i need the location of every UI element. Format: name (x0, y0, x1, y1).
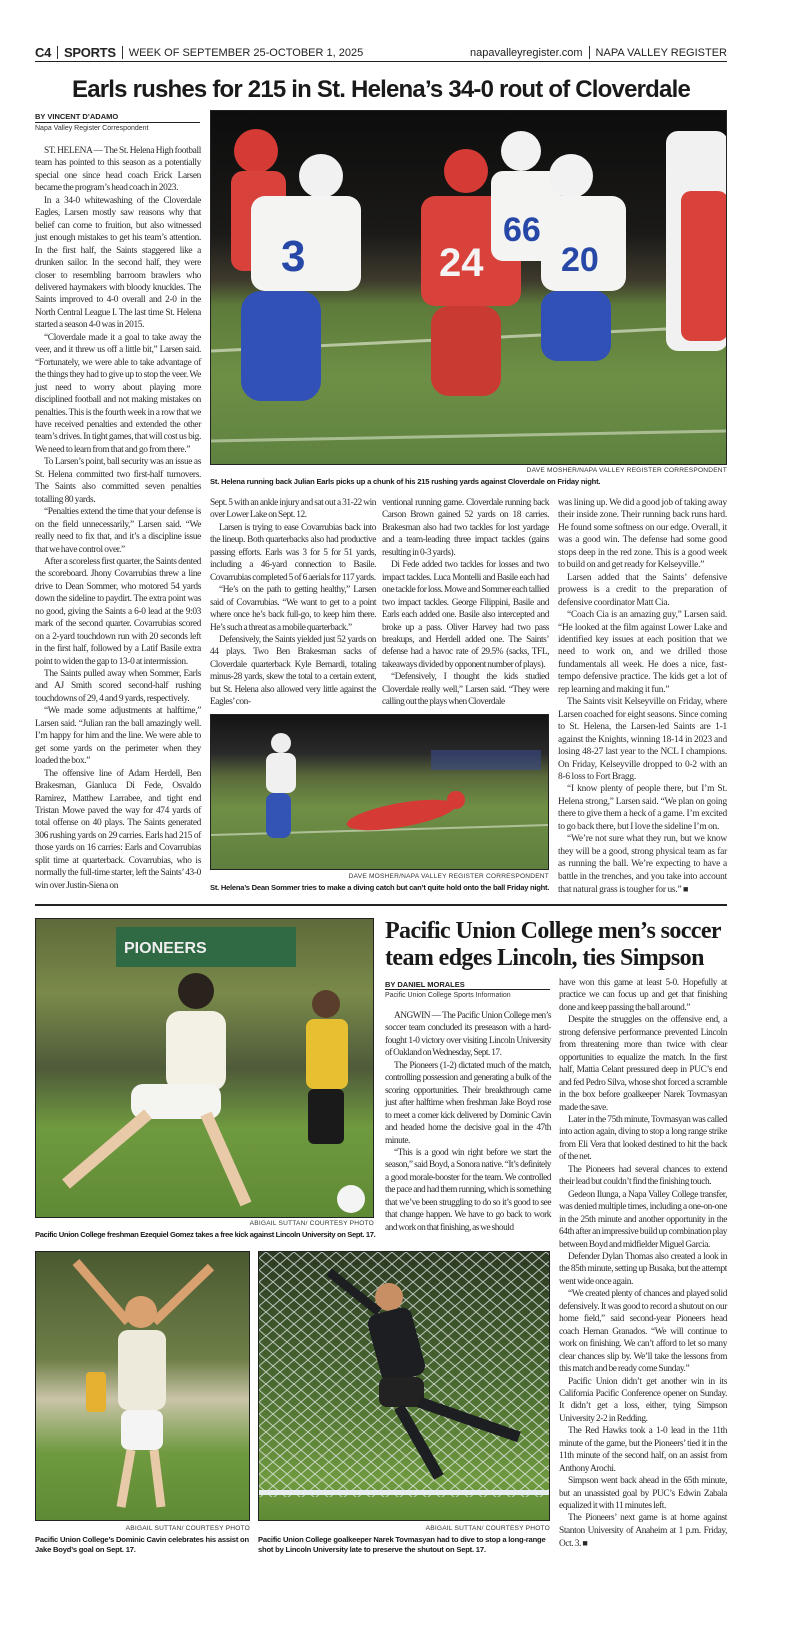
article-paragraph: “We’re not sure what they run, but we know they will be a good, strong physical team as far as running the ball. We’re expecting to have a battle in the trenches, and you take into account that natural grass is tougher for us.” ■ (558, 833, 727, 896)
paper-name: NAPA VALLEY REGISTER (595, 46, 727, 59)
article1-column-4 (558, 497, 727, 897)
photo-credit: DAVE MOSHER/NAPA VALLEY REGISTER CORRESPONDENT (348, 873, 549, 880)
article-paragraph: “We made some adjustments at halftime,” Larsen said. “Julian ran the ball amazingly well. I’m happy for him and the line. We were able to get some yards on the perimeter when they loaded the box.” (35, 706, 201, 767)
article-paragraph: have won this game at least 5-0. Hopefully at practice we can focus up and get that finishing done and keep passing the ball around.” (559, 978, 727, 1013)
byline-affiliation: Pacific Union College Sports Information (385, 992, 511, 999)
article-paragraph: ventional running game. Cloverdale running back Carson Brown gained 52 yards on 18 carries. Brakesman also had two tackles for lost yardage and a team-leading three impact tackles (gains resulting in 0-3 yards). (382, 498, 549, 558)
website-link[interactable]: napavalleyregister.com (470, 46, 583, 59)
article-paragraph: The Red Hawks took a 1-0 lead in the 11th minute of the game, but the Pioneers’ tied it in the 11th minute of the second half, on an assist from Anthony Arochi. (559, 1426, 727, 1474)
article-paragraph: “We created plenty of chances and played solid defensively. It was good to record a shutout on our home field,” said second-year Pioneers head coach Hernan Granados. “We will continue to work on finishing. We can’t afford to let so many clear chances slip by. We’ll take the lessons from this match and be ready come Sunday.” (559, 1289, 727, 1375)
article-paragraph: The Pioneers (1-2) dictated much of the match, controlling possession and generating a bulk of the scoring opportunities. Their breakthrough came just after halftime when freshman Jake Boyd rose to meet a corner kick delivered by Dominic Cavin and headed home the decisive goal in the 47th minute. (385, 1060, 551, 1146)
photo-caption: St. Helena running back Julian Earls picks up a chunk of his 215 rushing yards against Cloverdale on Friday night. (210, 477, 601, 486)
issue-week: WEEK OF SEPTEMBER 25-OCTOBER 1, 2025 (128, 46, 364, 59)
article-paragraph: “This is a good win right before we start the season,” said Boyd, a Sonora native. “It’s definitely a good morale-booster for the team. We controlled the pace and had them running, which is something that we’ve been struggling to do so it’s good to see that change happen. We have to go back to work and work on that finishing, as we should (385, 1147, 551, 1233)
svg-text:PIONEERS: PIONEERS (124, 940, 207, 957)
article-paragraph: Simpson went back ahead in the 65th minute, but an unassisted goal by PUC’s Edwin Zabala equalized it with 11 minutes left. (559, 1476, 727, 1512)
article-paragraph: Despite the struggles on the offensive end, a strong defensive performance prevented Lincoln from threatening more than twice with clear opportunities to equalize the match. In the first half, Mattia Celant pressured deep in PUC’s end and fed Pedro Silva, whose shot forced a scramble in the box before goalkeeper Narek Tovmasyan made the save. (559, 1015, 727, 1113)
divider (122, 46, 123, 59)
photo-credit: ABIGAIL SUTTAN/ COURTESY PHOTO (425, 1525, 550, 1532)
article1-column-3 (382, 497, 549, 709)
divider (385, 989, 550, 990)
article-paragraph: Pacific Union didn’t get another win in its California Pacific Conference opener on Sunday. It didn’t get a loss, either, tying Simpson University 2-2 in Redding. (559, 1376, 727, 1424)
article-paragraph: The Pioneers’ next game is at home against Stanton University of Anaheim at 1 p.m. Friday, Oct. 3. ■ (559, 1512, 727, 1550)
soccer-photo-cavin (35, 1251, 250, 1521)
article-headline: Earls rushes for 215 in St. Helena’s 34-0 rout of Cloverdale (71, 76, 690, 103)
article-paragraph: After a scoreless first quarter, the Saints dented the scoreboard. Jhony Covarrubias threw a line drive to Dean Sommer, who motored 54 yards down the sideline to paydirt. The extra point was no good, giving the Saints a 6-0 lead at the 9:03 mark of the second quarter. Covarrubias scored on a 2-yard touchdown run with 20 seconds left in the first half, followed by a Latif Basile extra point to widen the gap to 13-0 at intermission. (35, 556, 201, 667)
article-paragraph: ANGWIN — The Pacific Union College men’s soccer team concluded its preseason with a hard-fought 1-0 victory over visiting Lincoln University of Oakland on Wednesday, Sept. 17. (385, 1011, 551, 1059)
article2-column-2 (559, 977, 727, 1551)
photo-credit: DAVE MOSHER/NAPA VALLEY REGISTER CORRESPONDENT (526, 467, 727, 474)
photo-caption: Pacific Union College freshman Ezequiel Gomez takes a free kick against Lincoln University on Sept. 17. (35, 1230, 376, 1239)
football-photo-sommer (210, 714, 549, 870)
byline: BY DANIEL MORALES (385, 980, 465, 989)
svg-text:20: 20 (561, 241, 599, 279)
article-paragraph: Gedeon Ilunga, a Napa Valley College transfer, was denied multiple times, including a one-on-one in the 25th minute and another opportunity in the 64th after an impressive build up combination play between Boyd and midfielder Miguel Garcia. (559, 1189, 727, 1250)
photo-caption: St. Helena’s Dean Sommer tries to make a diving catch but can’t quite hold onto the ball Friday night. (210, 883, 550, 892)
article-paragraph: The offensive line of Adam Herdell, Ben Brakesman, Gianluca Di Fede, Osvaldo Ramirez, Matthew Larrabee, and tight end Tristan Mowe paved the way for 474 yards of total offense on 40 plays. The Saints generated 306 rushing yards on 29 carries. Earls had 215 of those yards on 16 carries: Earls and Covarrubias split time at quarterback. Covarrubias, who is normally the full-time starter, left the Saints’ 43-0 win over Justin-Siena on (35, 768, 201, 891)
byline: BY VINCENT D’ADAMO (35, 112, 119, 121)
page-header (35, 44, 727, 62)
article-paragraph: Later in the 75th minute, Tovmasyan was called into action again, diving to stop a long range strike from Eli Vera that looked destined to hit the back of the net. (559, 1114, 727, 1163)
article-headline: Pacific Union College men’s soccer team edges Lincoln, ties Simpson (385, 918, 721, 971)
article-paragraph: “Cloverdale made it a goal to take away the veer, and it threw us off a little bit,” Larsen said. “Fortunately, we were able to take advantage of the things they had to give up to stop the veer. We just need to worry about playing more disciplined football and not making mistakes on penalties. This is the fourth week in a row that we have received penalties and extended the other team’s drives. In tight games, that will cost us big. We need to learn from that and go from there.” (35, 332, 201, 455)
article-paragraph: was lining up. We did a good job of taking away their inside zone. Their running back runs hard. He found some softness on our edge. Overall, it was a good win. The defense had some good stops deep in the red zone. This is a good week to build on and get ready for Kelseyville.” (558, 498, 727, 571)
football-photo-earls (210, 110, 727, 465)
photo-caption: Pacific Union College’s Dominic Cavin celebrates his assist on Jake Boyd’s goal on Sept. 17. (35, 1535, 249, 1554)
photo-credit: ABIGAIL SUTTAN/ COURTESY PHOTO (249, 1220, 374, 1227)
article-paragraph: The Pioneers had several chances to extend their lead but couldn’t find the finishing touch. (559, 1164, 727, 1188)
svg-text:66: 66 (503, 211, 541, 249)
article-paragraph: Larsen added that the Saints’ defensive prowess is a credit to the preparation of defensive coordinator Matt Cia. (558, 572, 727, 608)
article-paragraph: “Defensively, I thought the kids studied Cloverdale really well,” Larsen said. “They were calling out the plays when Cloverdale (382, 672, 549, 708)
divider (35, 122, 200, 123)
soccer-photo-tovmasyan (258, 1251, 550, 1521)
article2-column-1 (385, 1010, 551, 1234)
svg-text:24: 24 (439, 241, 484, 285)
article-paragraph: To Larsen’s point, ball security was an issue as St. Helena committed two first-half turnovers. The Saints also committed seven penalties totalling 80 yards. (35, 457, 201, 505)
article1-column-1 (35, 145, 201, 892)
article-paragraph: Larsen is trying to ease Covarrubias back into the lineup. Both quarterbacks also had productive passing efforts. Earls was 3 for 5 for 51 yards, including a 46-yard connection to Basile. Covarrubias completed 5 of 6 aerials for 117 yards. (210, 522, 376, 583)
page-number: C4 (35, 45, 52, 60)
section-name: SPORTS (64, 45, 116, 60)
article-paragraph: The Saints pulled away when Sommer, Earls and AJ Smith scored second-half rushing touchdowns of 29, 4 and 9 yards, respectively. (35, 669, 201, 704)
article-paragraph: Sept. 5 with an ankle injury and sat out a 31-22 win over Lower Lake on Sept. 12. (210, 498, 376, 521)
article-paragraph: ST. HELENA — The St. Helena High football team has pointed to this season as a potentially special one since head coach Erick Larsen became the program’s head coach in 2023. (35, 146, 201, 194)
article-paragraph: “Coach Cia is an amazing guy,” Larsen said. “He looked at the film against Lower Lake and identified key issues at each position that we need to work on, and we drilled those fundamentals all week. He does a nice, fast-tempo defensive practice. The kids get a lot of rep learning and making it fun.” (558, 610, 727, 695)
article-paragraph: In a 34-0 whitewashing of the Cloverdale Eagles, Larsen mostly saw reasons why that belief can come to fruition, but also witnessed just enough mistakes to get his team’s attention. In the first half, the Saints staggered like a drunken sailor. In the second half, they were closer to resembling barroom brawlers who delivered haymakers with bloody knuckles. The Saints improved to 4-0 overall and 2-0 in the North Central League I. The last time St. Helena started a season 4-0 was in 2015. (35, 195, 201, 331)
article-paragraph: “He’s on the path to getting healthy,” Larsen said of Covarrubias. “We want to get to a point where once he’s back full-go, to keep him there. He’s such a threat as a mobile quarterback.” (210, 585, 376, 633)
byline-affiliation: Napa Valley Register Correspondent (35, 125, 149, 132)
article-paragraph: Di Fede added two tackles for losses and two impact tackles. Luca Montelli and Basile each had one tackle for loss. Mowe and Sommer each tallied two impact tackles. George Filippini, Basile and Earls each added one. Basile also intercepted and broke up a pass. Oliver Harvey had two pass breakups, and Herdell added one. The Saints’ defense had a havoc rate of 29.5% (sacks, TFL, takeaways divided by opponent number of plays). (382, 560, 549, 670)
divider (57, 46, 58, 59)
article1-column-2 (210, 497, 376, 709)
article-paragraph: “I know plenty of people there, but I’m St. Helena strong,” Larsen said. “We plan on going there to give them a heck of a game. I’m excited to go back there, but I love the sideline I’m on. (558, 784, 727, 832)
photo-credit: ABIGAIL SUTTAN/ COURTESY PHOTO (125, 1525, 250, 1532)
divider (589, 46, 590, 59)
section-divider (35, 904, 727, 906)
article-paragraph: The Saints visit Kelseyville on Friday, where Larsen coached for eight seasons. Since coming to St. Helena, the Larsen-led Saints are 1-1 against the Knights, winning 18-14 in 2023 and losing 48-27 last year to the NCL I champions. On Friday, Kelseyville dropped to 0-2 with an 8-6 loss to Fort Bragg. (558, 697, 727, 782)
article-paragraph: “Penalties extend the time that your defense is on the field unnecessarily,” Larsen said. “We really need to fix that, and it’s a discipline issue that we have control over.” (35, 507, 201, 555)
article-paragraph: Defensively, the Saints yielded just 52 yards on 44 plays. Two Ben Brakesman sacks of Cloverdale quarterback Kyle Bernardi, totaling minus-28 yards, skew the total to a certain extent, but St. Helena also allowed very little against the Eagles’ con- (210, 634, 376, 708)
photo-caption: Pacific Union College goalkeeper Narek Tovmasyan had to dive to stop a long-range shot by Lincoln University late to preserve the shutout on Sept. 17. (258, 1535, 546, 1554)
svg-text:3: 3 (281, 232, 306, 281)
article-paragraph: Defender Dylan Thomas also created a look in the 85th minute, setting up Busaka, but the attempt went wide once again. (559, 1251, 727, 1287)
soccer-photo-gomez (35, 918, 374, 1218)
